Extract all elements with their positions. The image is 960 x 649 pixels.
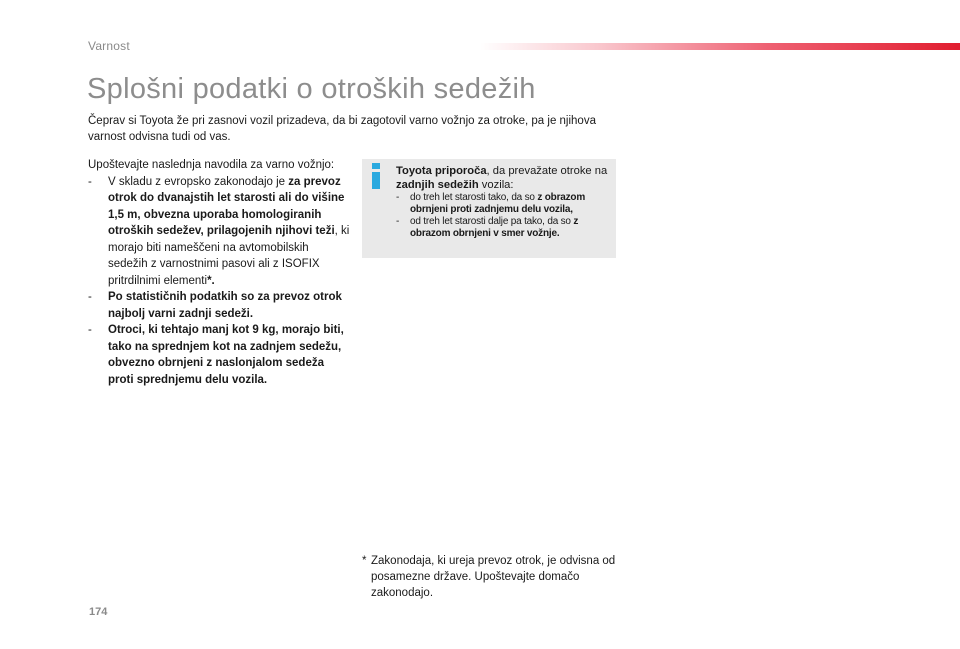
list-dash: - [396,192,400,203]
footnote-text: Zakonodaja, ki ureja prevoz otrok, je odvisna od posamezne države. Upoštevajte domačo zakonodajo. [371,555,616,599]
bullet-bold-text: z obrazom obrnjeni v smer vožnje. [410,216,579,239]
bullet-bold-text: Otroci, ki tehtajo manj kot 9 kg, morajo biti, tako na sprednjem kot na zadnjem sedežu, obvezno obrnjeni z naslonjalom sedeža proti sprednjemu delu vozila. [108,324,344,386]
footnote [362,553,622,601]
footnote-reference: *. [207,274,215,287]
list-item [396,192,611,216]
info-text [396,165,611,240]
instructions-lead: Upoštevajte naslednja navodila za varno vožnjo: [88,159,335,171]
list-dash: - [88,175,92,188]
list-item [88,289,350,322]
list-item [88,174,350,290]
intro-paragraph: Čeprav si Toyota že pri zasnovi vozil prizadeva, da bi zagotovil varno vožnjo za otroke, pa je njihova varnost odvisna tudi od vas. [88,115,596,143]
list-dash: - [88,291,92,303]
info-brand: Toyota priporoča [396,165,487,177]
page-number: 174 [89,606,108,618]
section-label: Varnost [88,39,130,53]
header-accent-bar [480,43,960,50]
info-icon [370,163,382,189]
instructions-column [88,157,350,388]
bullet-text: , ki morajo biti nameščeni na avtomobilskih sedežih z varnostnimi pasovi ali z ISOFIX pritrdilnimi elementi [108,225,350,287]
bullet-bold-text: za prevoz otrok do dvanajstih let starosti ali do višine 1,5 m, obvezna uporaba homologiranih otroških sedežev, prilagojenih njihovi teži [108,175,345,237]
bullet-bold-text: Po statističnih podatkih so za prevoz otrok najbolj varni zadnji sedeži. [108,291,342,320]
bullet-text: do treh let starosti tako, da so [410,192,538,203]
info-rear-seats: zadnjih sedežih [396,178,479,191]
list-item [88,322,350,388]
bullet-text: od treh let starosti dalje pa tako, da so [410,216,574,227]
list-dash: - [396,216,400,227]
info-lead [396,165,611,192]
bullet-text: V skladu z evropsko zakonodajo je [108,175,289,188]
list-dash: - [88,324,92,336]
bullet-bold-text: z obrazom obrnjeni proti zadnjemu delu vozila, [410,192,586,215]
info-lead-mid: , da prevažate otroke na [486,165,608,177]
info-lead-end: vozila: [478,178,514,191]
footnote-marker: * [362,555,367,567]
info-box [362,159,616,258]
list-item [396,216,611,240]
page-title: Splošni podatki o otroških sedežih [87,73,536,105]
